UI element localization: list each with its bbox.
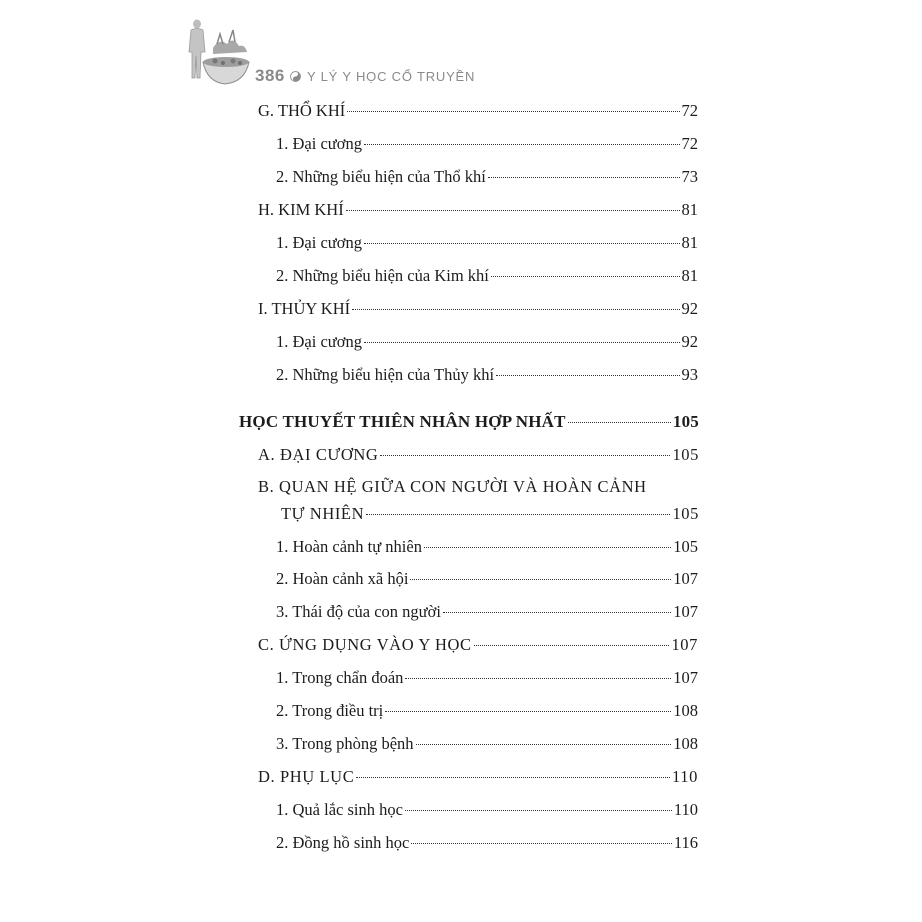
dot-leader — [488, 177, 680, 178]
toc-section-b-line2 — [281, 504, 699, 524]
dot-leader — [364, 342, 680, 343]
toc-label: 3. Trong phòng bệnh — [276, 734, 414, 753]
toc-label: 3. Thái độ của con người — [276, 602, 441, 621]
toc-label: 2. Đồng hồ sinh học — [276, 833, 410, 852]
toc-label: 1. Quả lắc sinh học — [276, 800, 403, 819]
toc-section-g — [258, 101, 698, 121]
toc-page: 107 — [673, 602, 698, 621]
toc-page: 108 — [673, 701, 698, 720]
dot-leader — [474, 645, 670, 646]
toc-page: 81 — [681, 266, 698, 285]
toc-label: C. ỨNG DỤNG VÀO Y HỌC — [258, 635, 472, 654]
toc-chapter — [239, 412, 699, 432]
toc-page: 92 — [681, 299, 698, 318]
toc-section-i — [258, 299, 698, 319]
toc-section-h — [258, 200, 698, 220]
toc-page: 105 — [673, 537, 698, 556]
toc-page: 107 — [671, 635, 698, 654]
toc-item-c-3 — [276, 734, 698, 754]
toc-page: 81 — [681, 233, 698, 252]
toc-label: 1. Hoàn cảnh tự nhiên — [276, 537, 422, 556]
toc-page: 110 — [672, 767, 698, 786]
toc-page: 105 — [672, 412, 699, 431]
dot-leader — [568, 422, 671, 423]
toc-section-a — [258, 445, 699, 465]
toc-label: HỌC THUYẾT THIÊN NHÂN HỢP NHẤT — [239, 412, 566, 431]
toc-item-b-1 — [276, 537, 698, 557]
toc-page: 116 — [673, 833, 698, 852]
toc-label: D. PHỤ LỤC — [258, 767, 355, 786]
toc-page: 105 — [672, 504, 699, 523]
toc-page: 81 — [681, 200, 698, 219]
toc-label: I. THỦY KHÍ — [258, 299, 351, 318]
dot-leader — [496, 375, 679, 376]
dot-leader — [385, 711, 671, 712]
toc-label: 2. Những biểu hiện của Kim khí — [276, 266, 489, 285]
toc-label: 1. Đại cương — [276, 332, 362, 351]
toc-item-i-1 — [276, 332, 698, 352]
dot-leader — [405, 810, 672, 811]
toc-page: 73 — [681, 167, 698, 186]
toc-section-d — [258, 767, 698, 787]
dot-leader — [347, 111, 679, 112]
toc-page: 105 — [672, 445, 699, 464]
toc-label: 1. Đại cương — [276, 233, 362, 252]
toc-label: A. ĐẠI CƯƠNG — [258, 445, 379, 464]
toc-item-g-1 — [276, 134, 698, 154]
toc-item-h-2 — [276, 266, 698, 286]
toc-item-g-2 — [276, 167, 698, 187]
toc-label: TỰ NHIÊN — [281, 504, 365, 523]
toc-item-c-1 — [276, 668, 698, 688]
dot-leader — [416, 744, 672, 745]
book-title: Y LÝ Y HỌC CỔ TRUYỀN — [307, 69, 476, 84]
dot-leader — [411, 843, 671, 844]
dot-leader — [346, 210, 680, 211]
toc-label: G. THỔ KHÍ — [258, 101, 346, 120]
toc-page: 110 — [673, 800, 698, 819]
dot-leader — [352, 309, 679, 310]
toc-section-c — [258, 635, 698, 655]
dot-leader — [366, 514, 670, 515]
toc-label: 1. Đại cương — [276, 134, 362, 153]
toc-label: 2. Hoàn cảnh xã hội — [276, 569, 409, 588]
toc-page: 108 — [673, 734, 698, 753]
dot-leader — [364, 144, 680, 145]
toc-page: 107 — [673, 668, 698, 687]
dot-leader — [364, 243, 680, 244]
toc-label: 2. Những biểu hiện của Thổ khí — [276, 167, 486, 186]
toc-label: 1. Trong chẩn đoán — [276, 668, 404, 687]
toc-page: 107 — [673, 569, 698, 588]
toc-section-b-line1: B. QUAN HỆ GIỮA CON NGƯỜI VÀ HOÀN CẢNH — [258, 477, 647, 496]
toc-page: 93 — [681, 365, 698, 384]
toc-page: 72 — [681, 101, 698, 120]
toc-page: 72 — [681, 134, 698, 153]
dot-leader — [356, 777, 670, 778]
toc-item-c-2 — [276, 701, 698, 721]
toc-item-d-1 — [276, 800, 698, 820]
toc-item-d-2 — [276, 833, 698, 853]
dot-leader — [380, 455, 670, 456]
dot-leader — [405, 678, 671, 679]
toc-page: 92 — [681, 332, 698, 351]
toc-item-i-2 — [276, 365, 698, 385]
toc-label: 2. Trong điều trị — [276, 701, 384, 720]
toc-item-h-1 — [276, 233, 698, 253]
toc-label: H. KIM KHÍ — [258, 200, 344, 219]
dot-leader — [491, 276, 680, 277]
toc-item-b-2 — [276, 569, 698, 589]
dot-leader — [410, 579, 671, 580]
page-number: 386 — [255, 66, 285, 85]
toc-label: 2. Những biểu hiện của Thủy khí — [276, 365, 495, 384]
dot-leader — [443, 612, 671, 613]
toc-item-b-3 — [276, 602, 698, 622]
dot-leader — [424, 547, 671, 548]
